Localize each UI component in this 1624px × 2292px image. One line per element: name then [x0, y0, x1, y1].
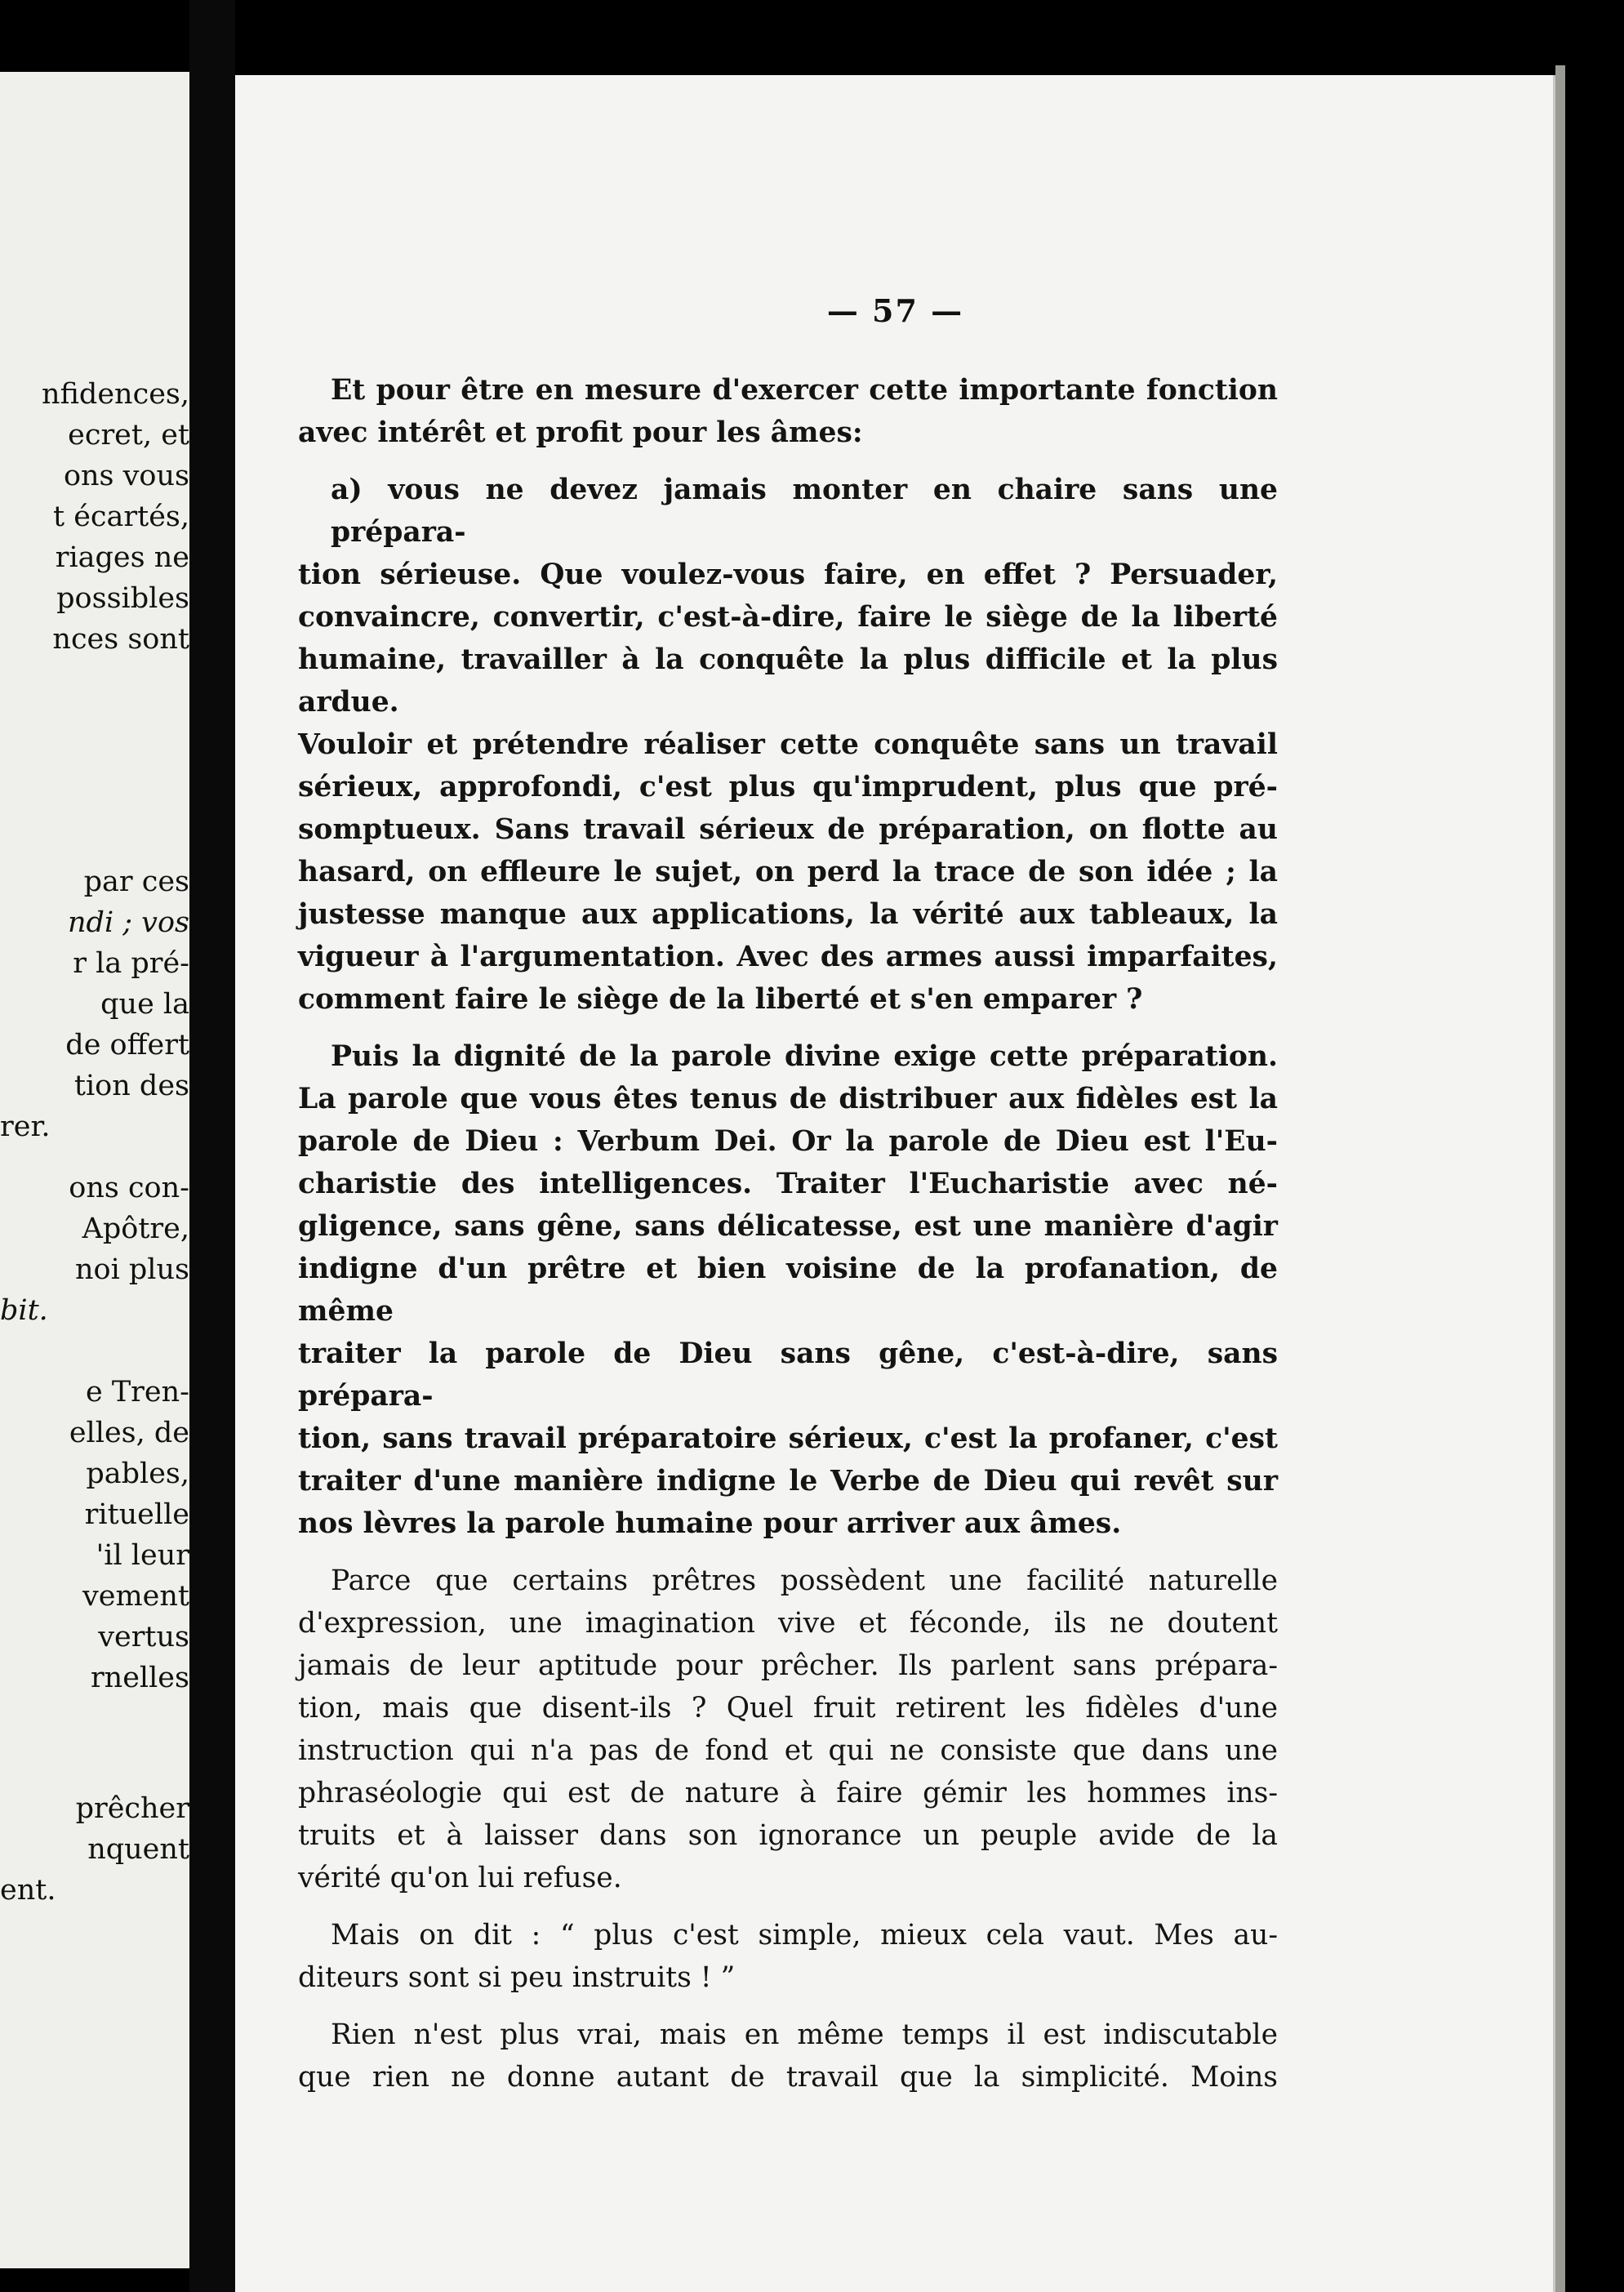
text-line: humaine, travailler à la conquête la plus difficile et la plus ardue. [298, 643, 1278, 719]
left-page-line: ecret, et [68, 419, 189, 452]
left-page-line: nces sont [52, 623, 189, 656]
left-page-line: pables, [86, 1458, 189, 1490]
paragraph [298, 1914, 1278, 1999]
text-line: sérieux, approfondi, c'est plus qu'imprudent, plus que pré- [298, 771, 1278, 803]
text-line: tion, sans travail préparatoire sérieux, c'est la profaner, c'est [298, 1422, 1278, 1455]
text-line: hasard, on effleure le sujet, on perd la trace de son idée ; la [298, 856, 1278, 888]
left-page-line: noi plus [74, 1253, 189, 1286]
paragraph [298, 369, 1278, 454]
text-line: Mais on dit : “ plus c'est simple, mieux cela vaut. Mes au- [331, 1919, 1278, 1952]
text-line: phraséologie qui est de nature à faire gémir les hommes ins- [298, 1777, 1278, 1809]
text-line: convaincre, convertir, c'est-à-dire, faire le siège de la liberté [298, 601, 1278, 634]
left-page-line: riages ne [55, 541, 189, 574]
text-line: Parce que certains prêtres possèdent une facilité naturelle [331, 1564, 1278, 1597]
left-page-line: elles, de [69, 1417, 189, 1449]
text-line: diteurs sont si peu instruits ! ” [298, 1961, 736, 1994]
left-page-line: ent. [0, 1874, 56, 1907]
left-page-line: prêcher [75, 1792, 189, 1825]
left-page-line: ndi ; vos [68, 906, 189, 939]
text-line: Et pour être en mesure d'exercer cette importante fonction [331, 374, 1278, 407]
left-facing-page [0, 72, 189, 2268]
text-line: Puis la dignité de la parole divine exige cette préparation. [331, 1040, 1278, 1073]
left-page-line: t écartés, [53, 501, 189, 533]
text-line: traiter d'une manière indigne le Verbe de Dieu qui revêt sur [298, 1465, 1278, 1498]
text-line: somptueux. Sans travail sérieux de préparation, on flotte au [298, 813, 1278, 846]
left-page-line: ons con- [69, 1172, 189, 1204]
text-line: a) vous ne devez jamais monter en chaire sans une prépara- [331, 474, 1278, 549]
text-line: comment faire le siège de la liberté et s'en emparer ? [298, 983, 1143, 1016]
text-line: truits et à laisser dans son ignorance un peuple avide de la [298, 1819, 1278, 1852]
text-line: que rien ne donne autant de travail que la simplicité. Moins [298, 2061, 1278, 2094]
text-line: tion sérieuse. Que voulez-vous faire, en effet ? Persuader, [298, 559, 1278, 591]
text-line: vigueur à l'argumentation. Avec des armes aussi imparfaites, [298, 941, 1278, 973]
text-line: charistie des intelligences. Traiter l'Eucharistie avec né- [298, 1168, 1278, 1200]
text-line: vérité qu'on lui refuse. [298, 1862, 622, 1894]
text-line: nos lèvres la parole humaine pour arriver aux âmes. [298, 1507, 1122, 1540]
body-text [298, 369, 1278, 2113]
text-line: La parole que vous êtes tenus de distribuer aux fidèles est la [298, 1083, 1278, 1115]
page-number: — 57 — [826, 292, 964, 329]
text-line: Rien n'est plus vrai, mais en même temps il est indiscutable [331, 2018, 1278, 2051]
text-line: avec intérêt et profit pour les âmes: [298, 416, 863, 449]
text-line: Vouloir et prétendre réaliser cette conquête sans un travail [298, 728, 1278, 761]
text-line: tion, mais que disent-ils ? Quel fruit retirent les fidèles d'une [298, 1692, 1278, 1725]
left-page-line: nquent [87, 1833, 189, 1866]
left-page-line: ons vous [63, 460, 189, 492]
text-line: gligence, sans gêne, sans délicatesse, est une manière d'agir [298, 1210, 1278, 1243]
left-page-line: r la pré- [73, 947, 189, 980]
paragraph [298, 469, 1278, 1021]
left-page-line: rer. [0, 1110, 51, 1143]
text-line: instruction qui n'a pas de fond et qui ne consiste que dans une [298, 1734, 1278, 1767]
left-page-line: nfidences, [42, 378, 189, 411]
left-page-line: e Tren- [86, 1376, 189, 1409]
text-line: jamais de leur aptitude pour prêcher. Ils parlent sans prépara- [298, 1649, 1278, 1682]
page-gutter [189, 0, 235, 2292]
paragraph [298, 2014, 1278, 2098]
left-page-line: 'il leur [96, 1539, 189, 1572]
left-page-line: rituelle [84, 1498, 189, 1531]
text-line: parole de Dieu : Verbum Dei. Or la parole de Dieu est l'Eu- [298, 1125, 1278, 1158]
text-line: justesse manque aux applications, la vérité aux tableaux, la [298, 898, 1278, 931]
left-page-line: vement [82, 1580, 189, 1613]
paragraph [298, 1560, 1278, 1899]
left-page-line: vertus [98, 1621, 189, 1653]
left-page-line: tion des [73, 1070, 189, 1102]
left-page-line: Apôtre, [82, 1213, 189, 1245]
left-page-line: par ces [83, 866, 189, 898]
page-edge [1555, 65, 1565, 2292]
left-page-line: bit. [0, 1294, 48, 1327]
left-page-line: rnelles [90, 1662, 189, 1694]
text-line: d'expression, une imagination vive et féconde, ils ne doutent [298, 1607, 1278, 1640]
text-line: traiter la parole de Dieu sans gêne, c'est-à-dire, sans prépara- [298, 1337, 1278, 1413]
paragraph [298, 1035, 1278, 1545]
left-page-line: de offert [65, 1029, 189, 1061]
left-page-line: que la [100, 988, 189, 1021]
left-page-line: possibles [56, 582, 189, 615]
text-line: indigne d'un prêtre et bien voisine de la profanation, de même [298, 1253, 1278, 1328]
